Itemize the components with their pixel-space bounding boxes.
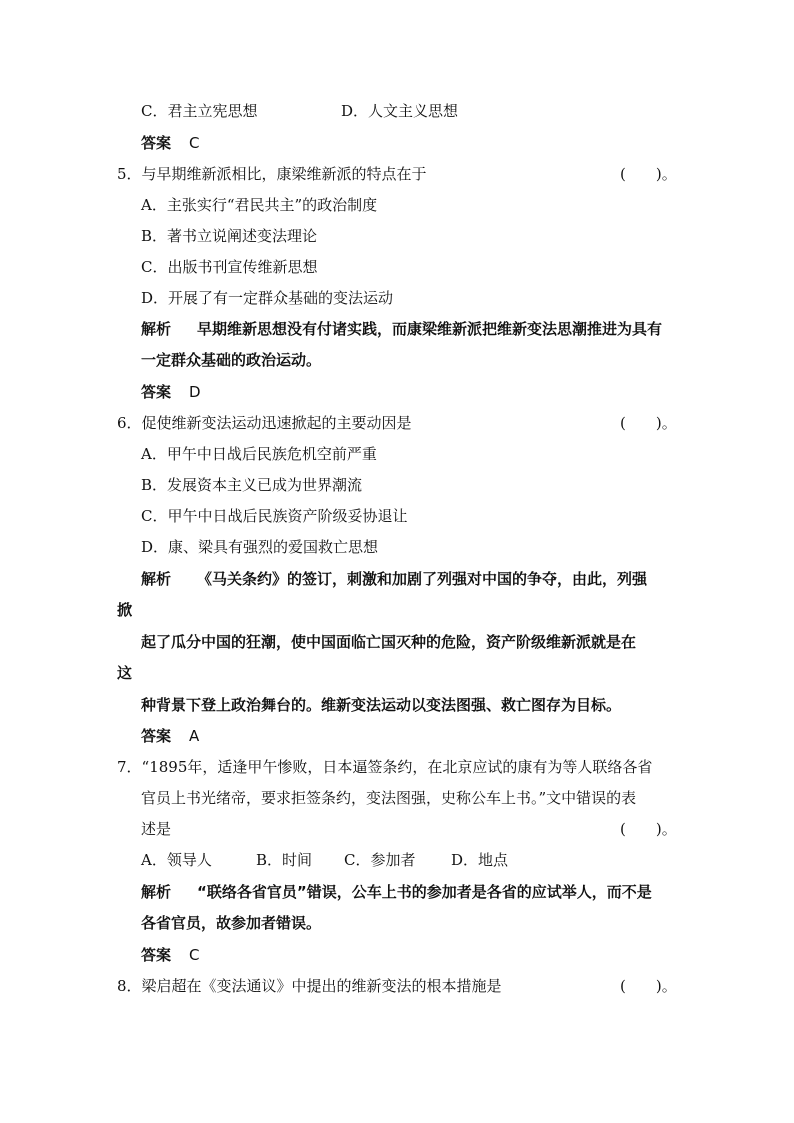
answer-value: C — [189, 134, 200, 152]
answer-label: 答案 — [141, 727, 172, 745]
q6-answer — [141, 725, 199, 747]
q5-option-a: A．主张实行“君民共主”的政治制度 — [141, 196, 378, 214]
answer-label: 答案 — [141, 383, 172, 401]
q8-paren: ( )。 — [620, 977, 677, 995]
q6-analysis-cont-1: 掀 — [117, 601, 133, 619]
q4-answer — [141, 132, 200, 154]
q5-option-b: B．著书立说阐述变法理论 — [141, 227, 318, 245]
q7-answer — [141, 944, 200, 966]
answer-value: D — [189, 383, 201, 401]
q8-stem: 8．梁启超在《变法通议》中提出的维新变法的根本措施是 — [117, 977, 502, 995]
q5-analysis-cont: 一定群众基础的政治运动。 — [141, 351, 322, 369]
q6-stem: 6．促使维新变法运动迅速掀起的主要动因是 — [117, 414, 412, 432]
answer-value: C — [189, 946, 200, 964]
q6-analysis — [141, 568, 647, 590]
q7-paren: ( )。 — [620, 820, 677, 838]
q6-option-a: A．甲午中日战后民族危机空前严重 — [141, 445, 377, 463]
q7-option-a: A．领导人 — [141, 851, 212, 869]
q7-option-b: B．时间 — [256, 851, 313, 869]
q5-analysis — [141, 318, 662, 340]
q6-option-d: D．康、梁具有强烈的爱国救亡思想 — [141, 538, 379, 556]
q5-paren: ( )。 — [620, 165, 677, 183]
answer-label: 答案 — [141, 946, 172, 964]
q6-analysis-cont-3: 这 — [117, 664, 133, 682]
q6-option-b: B．发展资本主义已成为世界潮流 — [141, 476, 363, 494]
q5-stem: 5．与早期维新派相比，康梁维新派的特点在于 — [117, 165, 427, 183]
q6-analysis-cont-4: 种背景下登上政治舞台的。维新变法运动以变法图强、救亡图存为目标。 — [141, 696, 622, 714]
analysis-label: 解析 — [141, 883, 172, 901]
analysis-label: 解析 — [141, 570, 172, 588]
q6-paren: ( )。 — [620, 414, 677, 432]
answer-label: 答案 — [141, 134, 172, 152]
q7-option-d: D．地点 — [451, 851, 509, 869]
q7-analysis — [141, 881, 652, 903]
q5-answer — [141, 381, 201, 403]
analysis-text: “联络各省官员”错误，公车上书的参加者是各省的应试举人，而不是 — [197, 883, 652, 901]
q6-option-c: C．甲午中日战后民族资产阶级妥协退让 — [141, 507, 408, 525]
q4-option-d: D．人文主义思想 — [341, 102, 459, 120]
answer-value: A — [189, 727, 200, 745]
q7-stem-1: 7．“1895年，适逢甲午惨败，日本逼签条约，在北京应试的康有为等人联络各省 — [117, 758, 653, 776]
q4-options-row — [141, 100, 458, 122]
analysis-text: 《马关条约》的签订，刺激和加剧了列强对中国的争夺，由此，列强 — [197, 570, 648, 588]
q7-stem-2: 官员上书光绪帝，要求拒签条约，变法图强，史称公车上书。”文中错误的表 — [141, 789, 637, 807]
q5-option-d: D．开展了有一定群众基础的变法运动 — [141, 289, 394, 307]
q7-stem-3: 述是 — [141, 820, 172, 838]
analysis-label: 解析 — [141, 320, 172, 338]
q4-option-c: C．君主立宪思想 — [141, 102, 258, 120]
q7-options-row — [141, 849, 508, 871]
q7-option-c: C．参加者 — [344, 851, 416, 869]
analysis-text: 早期维新思想没有付诸实践，而康梁维新派把维新变法思潮推进为具有 — [197, 320, 663, 338]
q5-option-c: C．出版书刊宣传维新思想 — [141, 258, 318, 276]
q7-analysis-cont: 各省官员，故参加者错误。 — [141, 914, 322, 932]
q6-analysis-cont-2: 起了瓜分中国的狂潮，使中国面临亡国灭种的危险，资产阶级维新派就是在 — [141, 633, 637, 651]
